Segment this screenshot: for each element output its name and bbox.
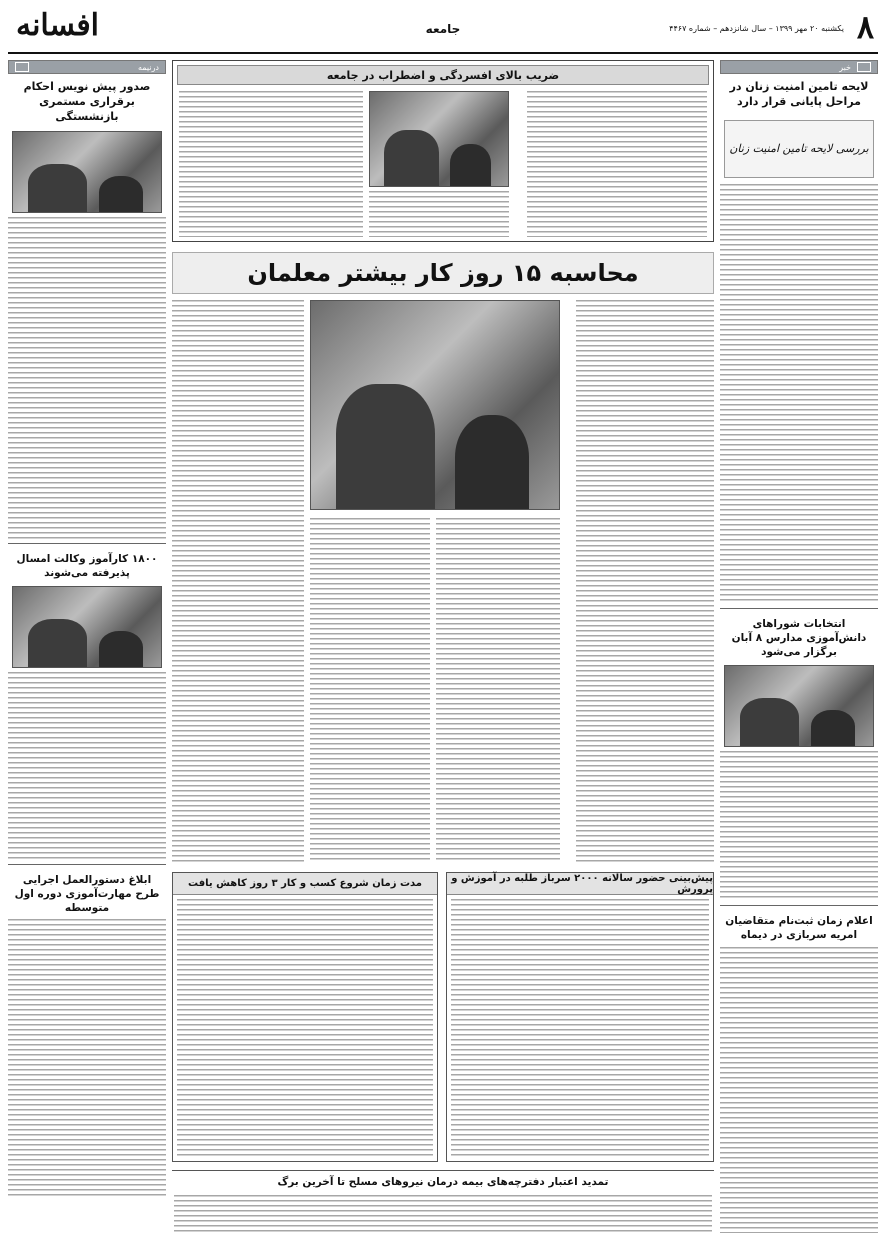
newspaper-logo: افسانه bbox=[16, 8, 100, 43]
right-mid-article-text bbox=[720, 751, 878, 901]
lead-text-col-1 bbox=[576, 300, 714, 862]
divider bbox=[8, 864, 166, 865]
right-column bbox=[720, 60, 878, 1225]
right-tag-label: خبر bbox=[839, 62, 851, 72]
left-top-article-text bbox=[8, 217, 166, 539]
lead-article bbox=[172, 300, 714, 862]
right-bottom-article-text bbox=[720, 947, 878, 1233]
feature-text-right bbox=[527, 91, 707, 237]
right-tag-bar bbox=[720, 60, 878, 74]
left-column bbox=[8, 60, 166, 1225]
right-top-article-text bbox=[720, 184, 878, 604]
lead-text-col-4 bbox=[172, 300, 304, 862]
left-bottom-headline: ابلاغ دستورالعمل اجرایی طرح مهارت‌آموزی دوره اول متوسطه bbox=[14, 873, 160, 915]
business-article-text bbox=[177, 899, 433, 1159]
news-icon bbox=[857, 62, 871, 72]
soldier-headline: پیش‌بینی حضور سالانه ۲۰۰۰ سرباز طلبه در آموزش و پرورش bbox=[447, 873, 713, 895]
issue-info: یکشنبه ۲۰ مهر ۱۳۹۹ – سال شانزدهم – شماره ۴۴۶۷ bbox=[669, 24, 844, 33]
divider bbox=[720, 608, 878, 609]
bottom-articles bbox=[172, 872, 714, 1162]
left-mid-article-text bbox=[8, 672, 166, 860]
feature-text-left bbox=[179, 91, 363, 237]
insurance-headline: تمدید اعتبار دفترچه‌های بیمه درمان نیروهای مسلح تا آخرین برگ bbox=[277, 1176, 609, 1188]
business-article bbox=[172, 872, 438, 1162]
main-column bbox=[172, 60, 714, 1225]
insurance-article-text bbox=[174, 1195, 712, 1233]
right-mid-headline: انتخابات شوراهای دانش‌آموزی مدارس ۸ آبان برگزار می‌شود bbox=[731, 617, 867, 659]
divider bbox=[720, 905, 878, 906]
lead-headline: محاسبه ۱۵ روز کار بیشتر معلمان bbox=[172, 252, 714, 294]
section-title: جامعه bbox=[425, 22, 461, 36]
left-bottom-article-text bbox=[8, 919, 166, 1199]
doctor-photo bbox=[369, 91, 509, 187]
officials-photo bbox=[12, 131, 162, 213]
insurance-article bbox=[172, 1170, 714, 1225]
feature-headline: ضریب بالای افسردگی و اضطراب در جامعه bbox=[177, 65, 709, 85]
left-mid-headline: ۱۸۰۰ کارآموز وکالت امسال پذیرفته می‌شوند bbox=[16, 552, 158, 579]
calligraphy-graphic: بررسی لایحه تامین امنیت زنان bbox=[724, 120, 874, 178]
business-headline: مدت زمان شروع کسب و کار ۳ روز کاهش یافت bbox=[173, 873, 437, 895]
divider bbox=[8, 543, 166, 544]
exam-hall-photo bbox=[12, 586, 162, 668]
left-top-headline: صدور پیش نویس احکام برقراری مستمری بازنشستگی bbox=[23, 80, 151, 123]
soldier-article-text bbox=[451, 899, 709, 1159]
lead-text-col-3 bbox=[310, 518, 430, 862]
left-tag-bar bbox=[8, 60, 166, 74]
lead-text-col-2 bbox=[436, 518, 560, 862]
soldier-article bbox=[446, 872, 714, 1162]
feature-text-center bbox=[369, 191, 509, 237]
feature-box bbox=[172, 60, 714, 242]
student-photo bbox=[724, 665, 874, 747]
right-top-headline: لایحه تامین امنیت زنان در مراحل پایانی قرار دارد bbox=[729, 80, 869, 108]
classroom-photo bbox=[310, 300, 560, 510]
book-icon bbox=[15, 62, 29, 72]
right-bottom-headline: اعلام زمان ثبت‌نام متقاضیان امریه سربازی در دیماه bbox=[725, 915, 873, 942]
page-number: ۸ bbox=[856, 8, 874, 46]
masthead bbox=[8, 8, 878, 54]
left-tag-label: درنیمه bbox=[138, 62, 159, 72]
